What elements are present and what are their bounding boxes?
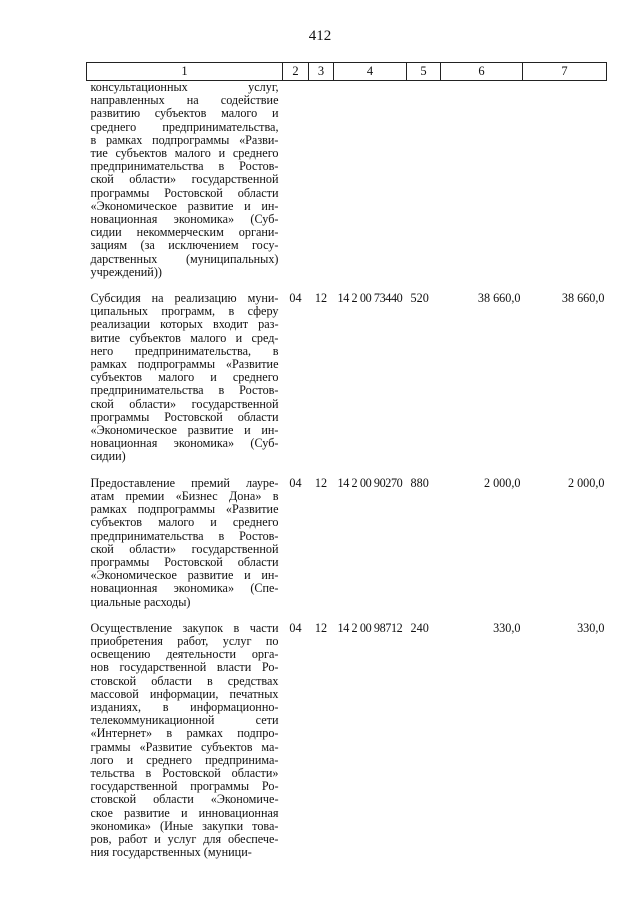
description-line: развитию субъектов малого и	[90, 106, 279, 121]
amount-cell: 330,0	[493, 620, 521, 635]
description-line: циальные расходы)	[90, 594, 191, 609]
description-line: тие субъектов малого и среднего	[90, 146, 279, 161]
description-line: рамках подпрограммы «Развитие	[90, 502, 279, 517]
description-line: ское развитие и инновационная	[90, 805, 279, 820]
amount-cell: 2 000,0	[483, 475, 521, 490]
description-line: ров, работ и услуг для обеспече-	[90, 831, 279, 846]
description-line: консультационных услуг,	[90, 80, 279, 94]
description-cell	[87, 81, 283, 280]
description-line: новационная экономика» (Суб-	[90, 212, 279, 227]
description-line: новационная экономика» (Спе-	[90, 581, 279, 596]
description-line: «Экономическое развитие и ин-	[90, 423, 279, 438]
description-line: нов государственной власти Ро-	[90, 660, 279, 675]
table-row	[87, 622, 607, 860]
description-line: атам премии «Бизнес Дона» в	[90, 488, 279, 503]
target-article-cell: 14 2 00 98712	[337, 620, 403, 635]
page-number: 412	[308, 28, 332, 44]
table-row	[87, 477, 607, 609]
description-line: «Интернет» в рамках подпро-	[90, 726, 279, 741]
section-code-cell: 04	[289, 291, 302, 306]
description-cell	[87, 292, 283, 464]
description-line: предпринимательства в Ростов-	[90, 528, 279, 543]
description-line: освещению деятельности орга-	[90, 647, 279, 662]
description-line: граммы «Развитие субъектов ма-	[90, 739, 279, 754]
description-line: предпринимательства в Ростов-	[90, 383, 279, 398]
description-line: дарственных (муниципальных)	[90, 251, 279, 266]
section-code-cell: 04	[289, 475, 302, 490]
target-article-cell	[334, 81, 407, 280]
header-cell: 6	[441, 63, 523, 81]
description-line: сидии некоммерческим органи-	[90, 225, 279, 240]
description-line: изданиях, в информационно-	[90, 699, 279, 714]
amount-cell: 330,0	[577, 620, 605, 635]
row-spacer	[87, 464, 607, 477]
description-line: программы Ростовской области	[90, 185, 279, 200]
description-line: него предпринимательства, в	[90, 343, 279, 358]
amount-cell: 38 660,0	[477, 291, 521, 306]
description-line: ской области» государственной	[90, 541, 279, 556]
description-line: реализации которых входит раз-	[90, 317, 279, 332]
expense-type-cell: 520	[410, 291, 429, 306]
header-cell: 2	[283, 63, 309, 81]
table-row	[87, 81, 607, 280]
description-line: ской области» государственной	[90, 172, 279, 187]
description-line: ской области» государственной	[90, 396, 279, 411]
description-cell	[87, 477, 283, 609]
header-cell: 4	[334, 63, 407, 81]
subsection-code-cell: 12	[314, 620, 328, 635]
description-line: субъектов малого и среднего	[90, 370, 279, 385]
description-line: стовской области «Экономиче-	[90, 792, 279, 807]
expense-type-cell: 880	[410, 475, 429, 490]
description-line: программы Ростовской области	[90, 554, 279, 569]
budget-table	[86, 62, 607, 859]
description-line: тельства в Ростовской области»	[90, 765, 279, 780]
expense-type-cell	[407, 81, 441, 280]
description-line: рамках подпрограммы «Развитие	[90, 357, 279, 372]
description-line: телекоммуникационной сети	[90, 713, 279, 728]
subsection-code-cell: 12	[314, 291, 328, 306]
amount-cell	[523, 81, 607, 280]
section-code-cell: 04	[289, 620, 302, 635]
description-line: стовской области в средствах	[90, 673, 279, 688]
description-line: среднего предпринимательства,	[90, 119, 279, 134]
description-line: витие субъектов малого и сред-	[90, 330, 279, 345]
section-code-cell	[283, 81, 309, 280]
expense-type-cell: 240	[410, 620, 429, 635]
table-row	[87, 292, 607, 464]
description-line: экономика» (Иные закупки това-	[90, 818, 279, 833]
description-line: субъектов малого и среднего	[90, 515, 279, 530]
description-line: ципальных программ, в сферу	[90, 304, 279, 319]
amount-cell: 2 000,0	[567, 475, 605, 490]
description-line: Осуществление закупок в части	[90, 620, 279, 635]
description-line: лого и среднего предпринима-	[90, 752, 279, 767]
row-spacer	[87, 609, 607, 622]
description-line: предпринимательства в Ростов-	[90, 159, 279, 174]
header-row	[87, 63, 607, 81]
description-line: приобретения работ, услуг по	[90, 633, 279, 648]
target-article-cell: 14 2 00 73440	[337, 291, 403, 306]
amount-cell	[441, 81, 523, 280]
description-line: программы Ростовской области	[90, 409, 279, 424]
description-line: направленных на содействие	[90, 93, 279, 108]
description-line: ния государственных (муници-	[90, 845, 252, 860]
description-line: «Экономическое развитие и ин-	[90, 198, 279, 213]
description-cell	[87, 622, 283, 860]
header-cell: 3	[309, 63, 334, 81]
amount-cell: 38 660,0	[561, 291, 605, 306]
subsection-code-cell: 12	[314, 475, 328, 490]
description-line: учреждений))	[90, 264, 162, 279]
description-line: Предоставление премий лауре-	[90, 475, 279, 490]
description-line: сидии)	[90, 449, 126, 464]
description-line: в рамках подпрограммы «Разви-	[90, 132, 279, 147]
header-cell: 1	[87, 63, 283, 81]
description-line: «Экономическое развитие и ин-	[90, 568, 279, 583]
description-line: зациям (за исключением госу-	[90, 238, 279, 253]
header-cell: 7	[523, 63, 607, 81]
description-line: новационная экономика» (Суб-	[90, 436, 279, 451]
target-article-cell: 14 2 00 90270	[337, 475, 403, 490]
description-line: Субсидия на реализацию муни-	[90, 291, 279, 306]
description-line: государственной программы Ро-	[90, 779, 279, 794]
description-line: массовой информации, печатных	[90, 686, 279, 701]
subsection-code-cell	[309, 81, 334, 280]
header-cell: 5	[407, 63, 441, 81]
